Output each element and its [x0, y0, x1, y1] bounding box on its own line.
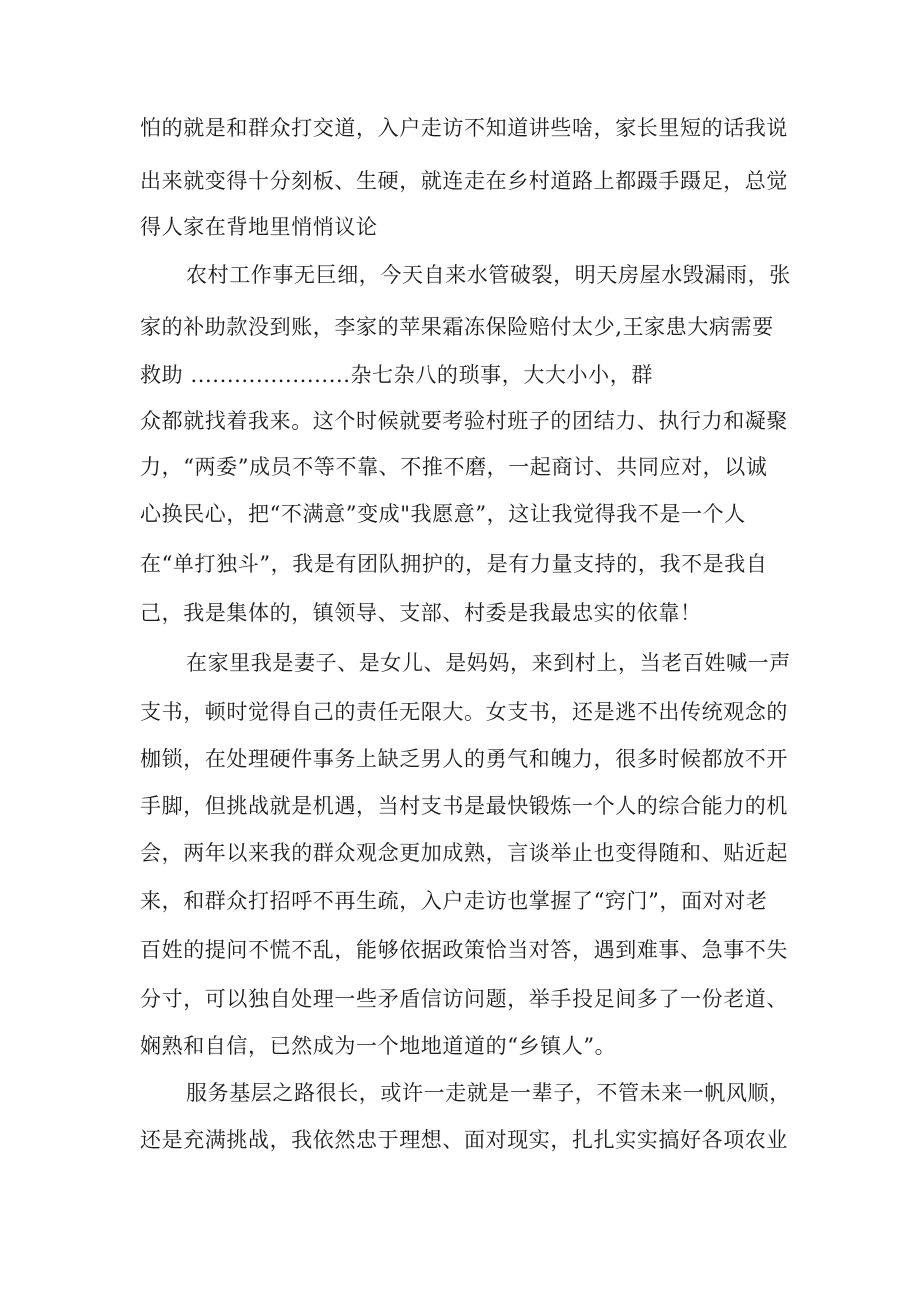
text-line: 来，和群众打招呼不再生疏，入户走访也掌握了“窍门”，面对对老	[140, 889, 768, 913]
text-line: 分寸，可以独自处理一些矛盾信访问题，举手投足间多了一份老道、	[140, 987, 788, 1011]
text-line: 心换民心，把“不满意”变成"我愿意”，这让我觉得我不是一个人	[140, 502, 746, 526]
text-line: 怕的就是和群众打交道，入户走访不知道讲些啥，家长里短的话我说	[140, 116, 788, 140]
text-line: 会，两年以来我的群众观念更加成熟，言谈举止也变得随和、贴近起	[140, 841, 788, 865]
text-line: 家的补助款没到账，李家的苹果霜冻保险赔付太少,王家患大病需要	[140, 315, 774, 339]
text-line: 百姓的提问不慌不乱，能够依据政策恰当对答，遇到难事、急事不失	[140, 938, 788, 962]
paragraph-start-line: 在家里我是妻子、是女儿、是妈妈，来到村上，当老百姓喊一声	[186, 651, 791, 675]
paragraph-start-line: 农村工作事无巨细，今天自来水管破裂，明天房屋水毁漏雨，张	[186, 263, 791, 287]
text-line: 支书，顿时觉得自己的责任无限大。女支书，还是逃不出传统观念的	[140, 700, 788, 724]
text-line: 枷锁，在处理硬件事务上缺乏男人的勇气和魄力，很多时候都放不开	[140, 747, 788, 771]
text-line: 众都就找着我来。这个时候就要考验村班子的团结力、执行力和凝聚	[140, 409, 788, 433]
text-line: 出来就变得十分刻板、生硬，就连走在乡村道路上都蹑手蹑足，总觉	[140, 169, 788, 193]
text-line: 得人家在背地里悄悄议论	[140, 215, 378, 239]
text-line: 娴熟和自信，已然成为一个地地道道的“乡镇人”。	[140, 1034, 617, 1058]
text-line: 己，我是集体的，镇领导、支部、村委是我最忠实的依靠！	[140, 601, 702, 625]
text-line: 在“单打独斗”，我是有团队拥护的，是有力量支持的，我不是我自	[140, 552, 768, 576]
text-line: 救助 ......................杂七杂八的琐事，大大小小，群	[140, 363, 653, 387]
text-line: 手脚，但挑战就是机遇，当村支书是最快锻炼一个人的综合能力的机	[140, 794, 788, 818]
text-line: 还是充满挑战，我依然忠于理想、面对现实，扎扎实实搞好各项农业	[140, 1128, 788, 1152]
text-line: 力，“两委”成员不等不靠、不推不磨，一起商讨、共同应对，以诚	[140, 455, 768, 479]
paragraph-start-line: 服务基层之路很长，或许一走就是一辈子，不管未来一帆风顺，	[186, 1081, 791, 1105]
